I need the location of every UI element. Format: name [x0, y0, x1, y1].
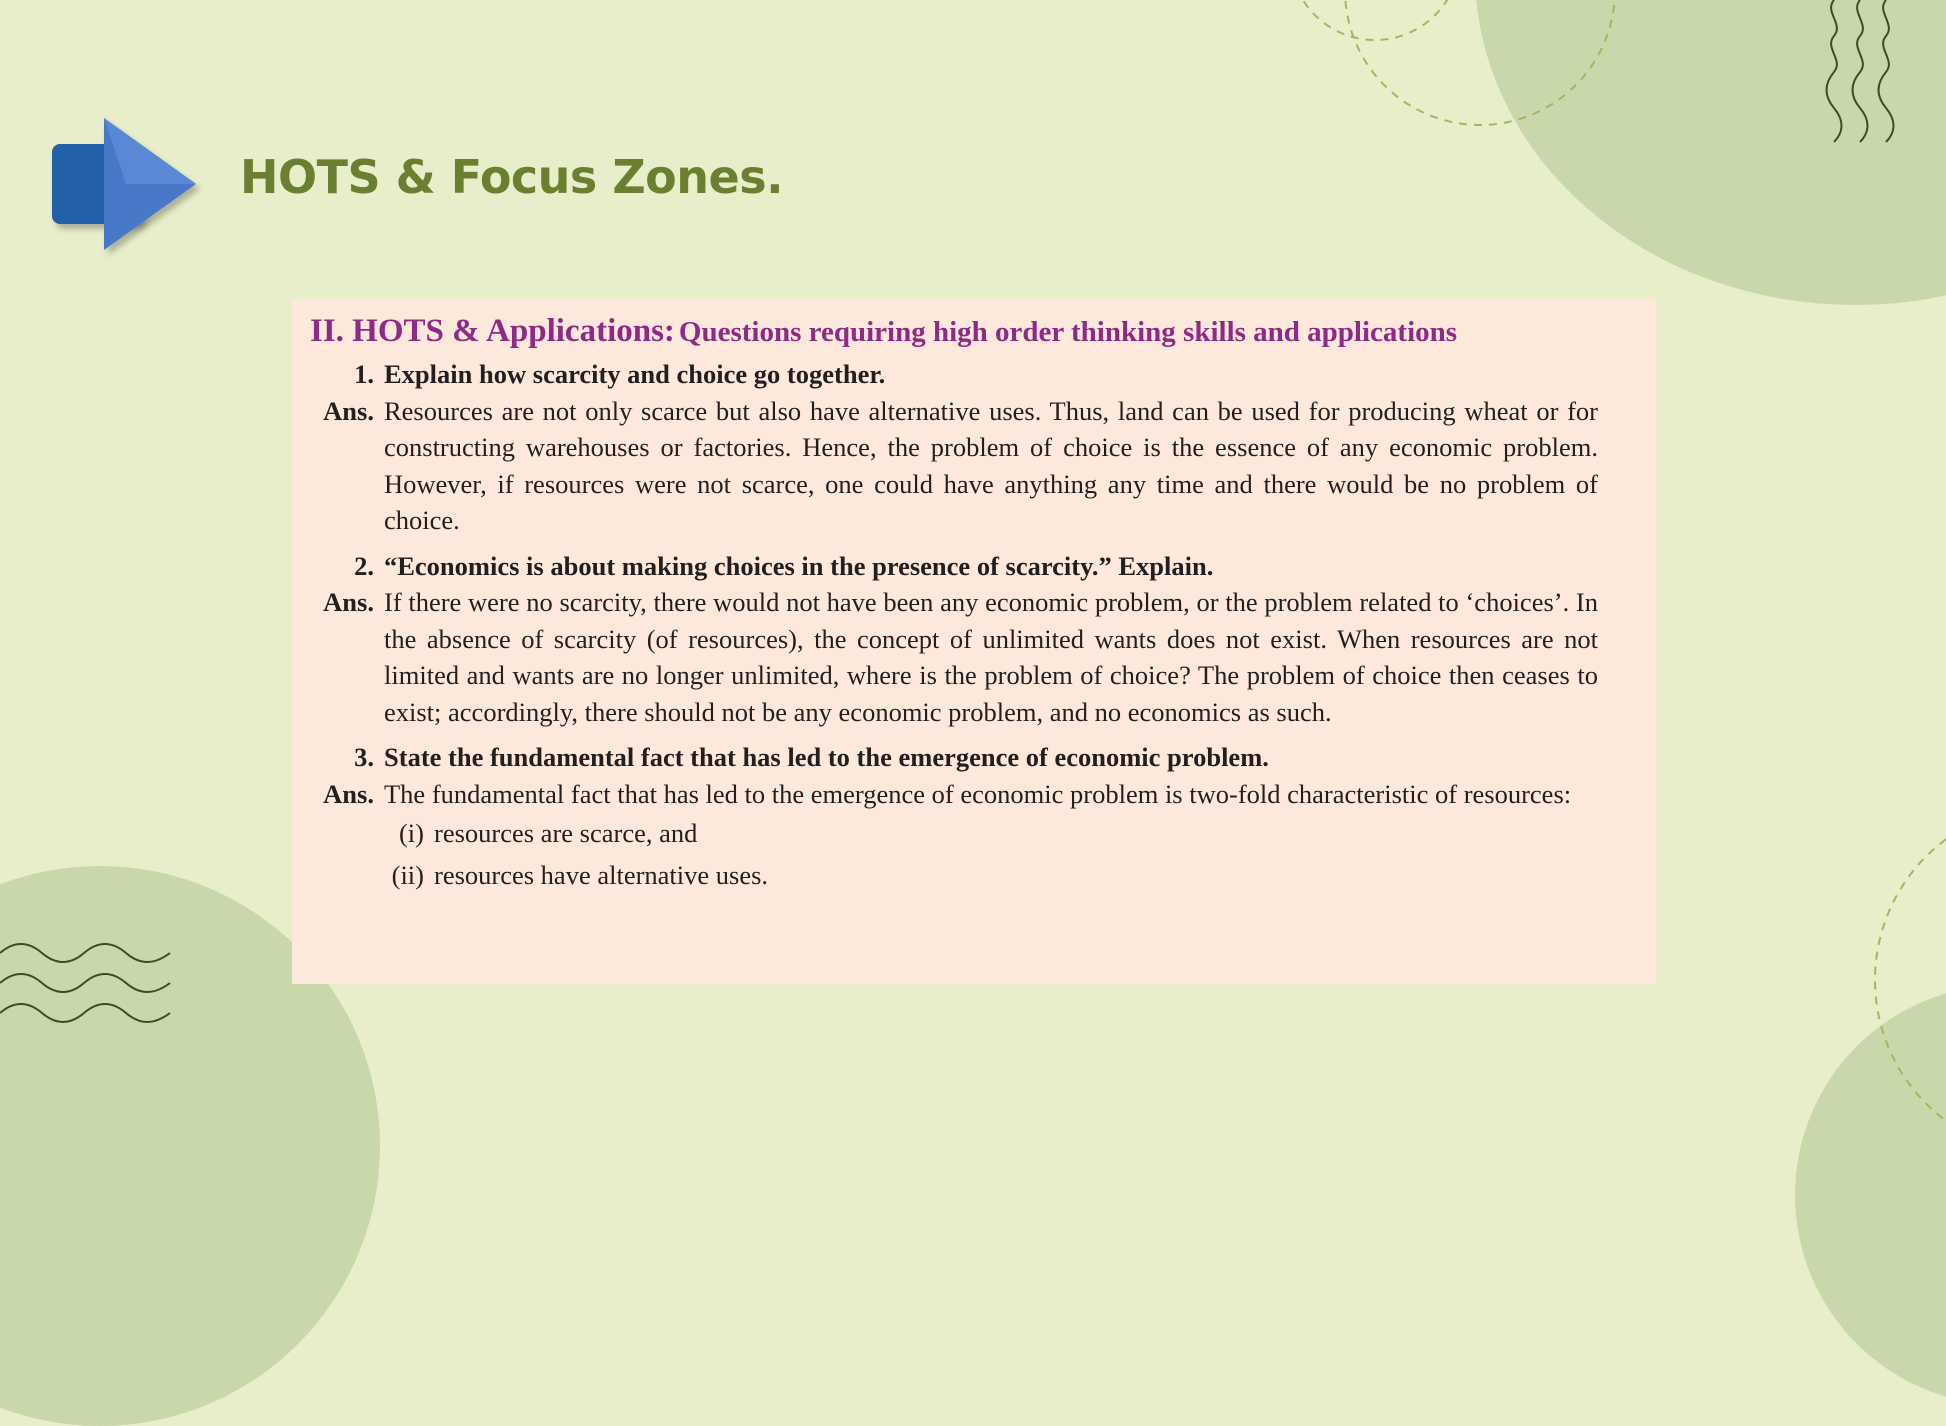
- arrow-right-icon: [46, 112, 206, 262]
- section-heading: [310, 313, 1598, 350]
- slide-title: HOTS & Focus Zones.: [240, 150, 784, 204]
- point-number: (ii): [391, 860, 424, 890]
- question-number: 3.: [354, 742, 374, 772]
- answer-label: Ans.: [323, 587, 374, 617]
- answer-label: Ans.: [323, 395, 374, 426]
- answer-point: [310, 812, 1598, 854]
- decor-vertical-waves: [1822, 0, 1902, 145]
- point-text: resources have alternative uses.: [434, 860, 769, 890]
- point-text: resources are scarce, and: [434, 818, 698, 848]
- point-number: (i): [398, 818, 424, 848]
- answer-3: [310, 776, 1598, 813]
- answer-point: [310, 854, 1598, 896]
- question-number: 2.: [354, 550, 374, 581]
- question-text: State the fundamental fact that has led to the emergence of economic problem.: [384, 742, 1269, 772]
- section-heading-sub: Questions requiring high order thinking skills and applications: [678, 316, 1458, 348]
- question-text: “Economics is about making choices in the presence of scarcity.” Explain.: [384, 550, 1214, 581]
- decor-horizontal-waves: [0, 935, 175, 1025]
- answer-1: [310, 393, 1598, 539]
- section-heading-main: II. HOTS & Applications:: [310, 313, 675, 349]
- question-number: 1.: [354, 359, 374, 389]
- answer-text: If there were no scarcity, there would not have been any economic problem, or the problem related to ‘choices’. In the absence of scarcity (of resources), the concept of unlimited wants does not exist. When resources are not limited and wants are no longer unlimited, where is the problem of choice? The problem of choice then ceases to exist; accordingly, there should not be any economic problem, and no economics as such.: [384, 587, 1598, 727]
- question-3: [310, 739, 1598, 776]
- hots-panel: [292, 299, 1656, 984]
- answer-text: Resources are not only scarce but also have alternative uses. Thus, land can be used for producing wheat or for constructing warehouses or factories. Hence, the problem of choice is the essence of any economic problem. However, if resources were not scarce, one could have anything any time and there would be no problem of choice.: [384, 395, 1598, 535]
- answer-text: The fundamental fact that has led to the emergence of economic problem is two-fold characteristic of resources:: [384, 778, 1572, 809]
- decor-dashed-arcs: [1190, 0, 1700, 130]
- decor-dashed-arc-right: [1860, 800, 1946, 1180]
- answer-label: Ans.: [323, 778, 374, 809]
- question-2: [310, 548, 1598, 585]
- question-1: [310, 356, 1598, 393]
- question-text: Explain how scarcity and choice go together.: [384, 359, 886, 389]
- answer-2: [310, 584, 1598, 730]
